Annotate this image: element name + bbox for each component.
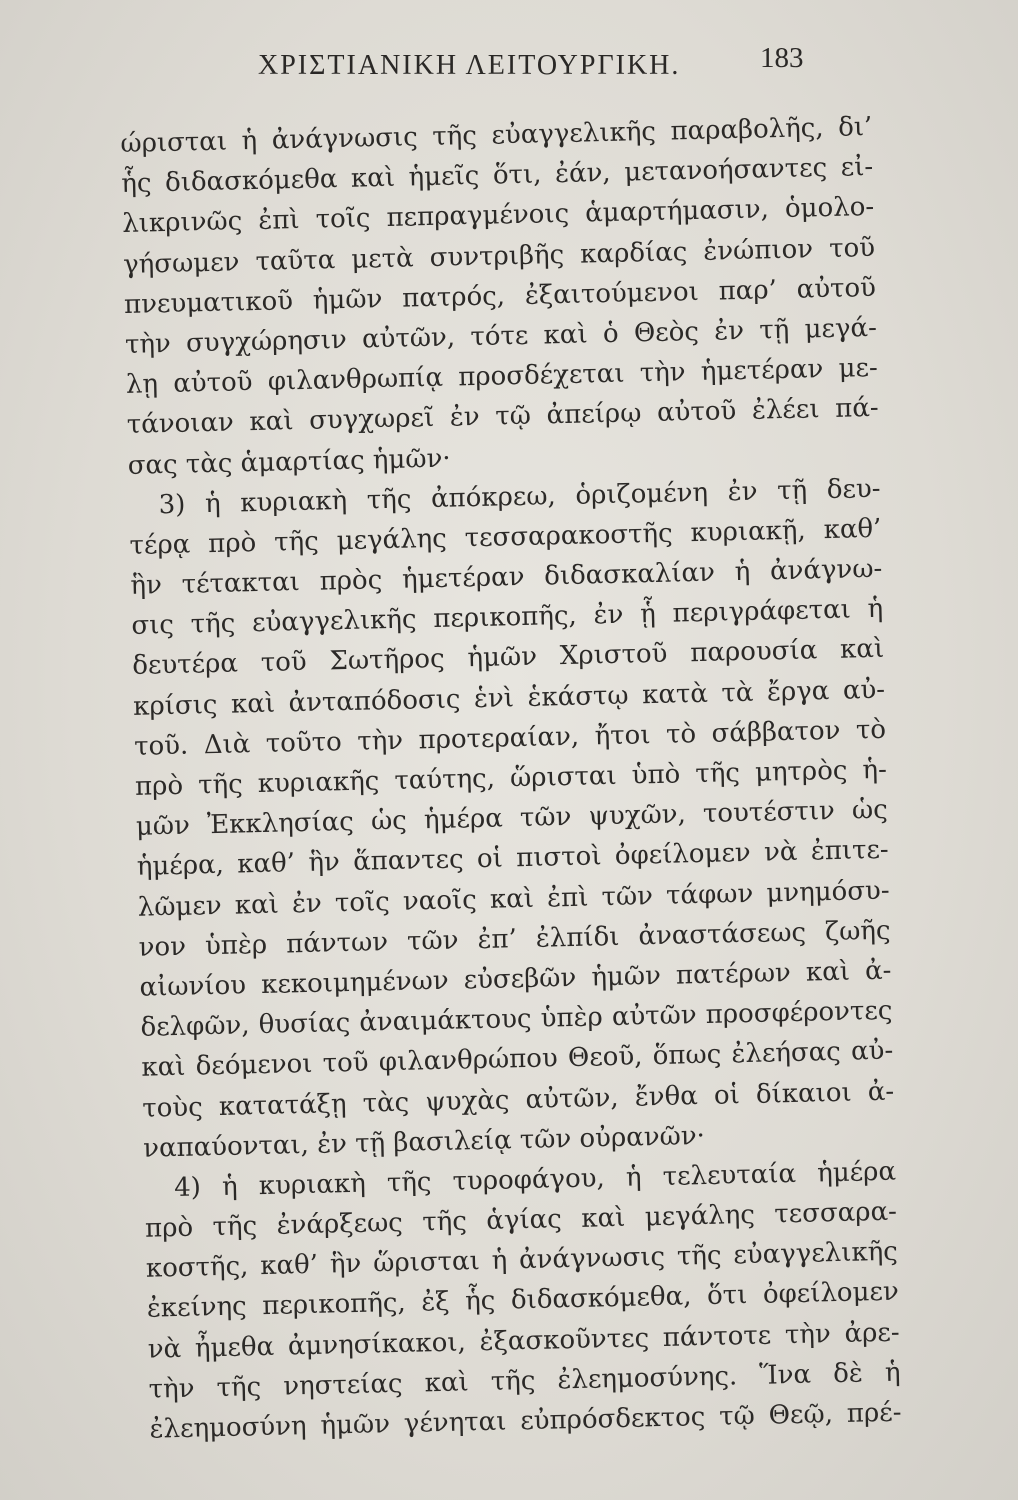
text-line: τὴν τῆς νηστείας καὶ τῆς ἐλεημοσύνης. Ἵνα δὲ ἡ [148,1357,901,1405]
text-line: ἡμέρα, καθ’ ἣν ἅπαντες οἱ πιστοὶ ὀφείλομεν νὰ ἐπιτε- [136,835,890,883]
text-line: αἰωνίου κεκοιμημένων εὐσεβῶν ἡμῶν πατέρων καὶ ἀ- [139,955,892,1003]
text-line: νον ὑπὲρ πάντων τῶν ἐπ’ ἐλπίδι ἀναστάσεως ζωῆς [138,915,891,963]
page-number: 183 [760,42,804,74]
text-line: ἧς διδασκόμεθα καὶ ἡμεῖς ὅτι, ἐάν, μετανοήσαντες εἰ- [121,152,874,200]
page-header [0,40,1018,90]
text-line: δελφῶν, θυσίας ἀναιμάκτους ὑπὲρ αὐτῶν προσφέροντες [140,995,893,1043]
text-line: 4) ἡ κυριακὴ τῆς τυροφάγου, ἡ τελευταία ἡμέρα [173,1156,897,1203]
text-line: ώρισται ἡ ἀνάγνωσις τῆς εὐαγγελικῆς παραβολῆς, δι’ [120,111,873,159]
text-line: λικρινῶς ἐπὶ τοῖς πεπραγμένοις ἁμαρτήμασιν, ὁμολο- [121,192,875,240]
text-line: λῶμεν καὶ ἐν τοῖς ναοῖς καὶ ἐπὶ τῶν τάφων μνημόσυ- [137,875,890,923]
running-title: ΧΡΙΣΤΙΑΝΙΚΗ ΛΕΙΤΟΥΡΓΙΚΗ. [258,50,681,81]
text-line: μῶν Ἐκκλησίας ὡς ἡμέρα τῶν ψυχῶν, τουτέστιν ὡς [135,794,889,843]
text-line: τοὺς κατατάξῃ τὰς ψυχὰς αὐτῶν, ἔνθα οἱ δίκαιοι ἀ- [141,1076,895,1124]
text-line: πρὸ τῆς κυριακῆς ταύτης, ὥρισται ὑπὸ τῆς μητρὸς ἡ- [134,754,888,802]
text-line: νὰ ἦμεθα ἀμνησίκακοι, ἐξασκοῦντες πάντοτε τὴν ἀρε- [147,1317,900,1365]
text-line: ναπαύονται, ἐν τῇ βασιλείᾳ τῶν οὐρανῶν· [142,1120,706,1164]
text-line: ἐκείνης περικοπῆς, ἐξ ἧς διδασκόμεθα, ὅτι ὀφείλομεν [146,1277,900,1325]
text-line: πνευματικοῦ ἡμῶν πατρός, ἐξαιτούμενοι παρ’ αὐτοῦ [123,272,877,320]
text-line: δευτέρα τοῦ Σωτῆρος ἡμῶν Χριστοῦ παρουσία καὶ [131,634,885,682]
text-line: γήσωμεν ταῦτα μετὰ συντριβῆς καρδίας ἐνώπιον τοῦ [122,232,876,280]
text-line: τάνοιαν καὶ συγχωρεῖ ἐν τῷ ἀπείρῳ αὐτοῦ ἐλέει πά- [126,393,879,441]
text-line: 3) ἡ κυριακὴ τῆς ἀπόκρεω, ὁριζομένη ἐν τῇ δευ- [158,473,881,520]
text-line: κρίσις καὶ ἀνταπόδοσις ἑνὶ ἑκάστῳ κατὰ τὰ ἔργα αὐ- [132,674,886,722]
text-line: καὶ δεόμενοι τοῦ φιλανθρώπου Θεοῦ, ὅπως ἐλεήσας αὐ- [141,1036,894,1084]
text-line: τὴν συγχώρησιν αὐτῶν, τότε καὶ ὁ Θεὸς ἐν τῇ μεγά- [124,312,878,360]
text-line: τέρᾳ πρὸ τῆς μεγάλης τεσσαρακοστῆς κυριακῇ, καθ’ [129,513,882,561]
text-line: σας τὰς ἁμαρτίας ἡμῶν· [127,443,451,481]
text-line: ἐλεημοσύνη ἡμῶν γένηται εὐπρόσδεκτος τῷ Θεῷ, πρέ- [149,1397,902,1445]
text-line: πρὸ τῆς ἐνάρξεως τῆς ἁγίας καὶ μεγάλης τεσσαρα- [144,1196,898,1244]
text-line: τοῦ. Διὰ τοῦτο τὴν προτεραίαν, ἤτοι τὸ σάββατον τὸ [133,714,887,762]
text-line: ἣν τέτακται πρὸς ἡμετέραν διδασκαλίαν ἡ ἀνάγνω- [130,553,883,601]
text-line: σις τῆς εὐαγγελικῆς περικοπῆς, ἐν ᾗ περιγράφεται ἡ [131,594,884,642]
body-text [120,107,902,1450]
text-line: κοστῆς, καθ’ ἣν ὥρισται ἡ ἀνάγνωσις τῆς εὐαγγελικῆς [145,1236,899,1284]
text-line: λῃ αὐτοῦ φιλανθρωπίᾳ προσδέχεται τὴν ἡμετέραν με- [125,353,879,401]
